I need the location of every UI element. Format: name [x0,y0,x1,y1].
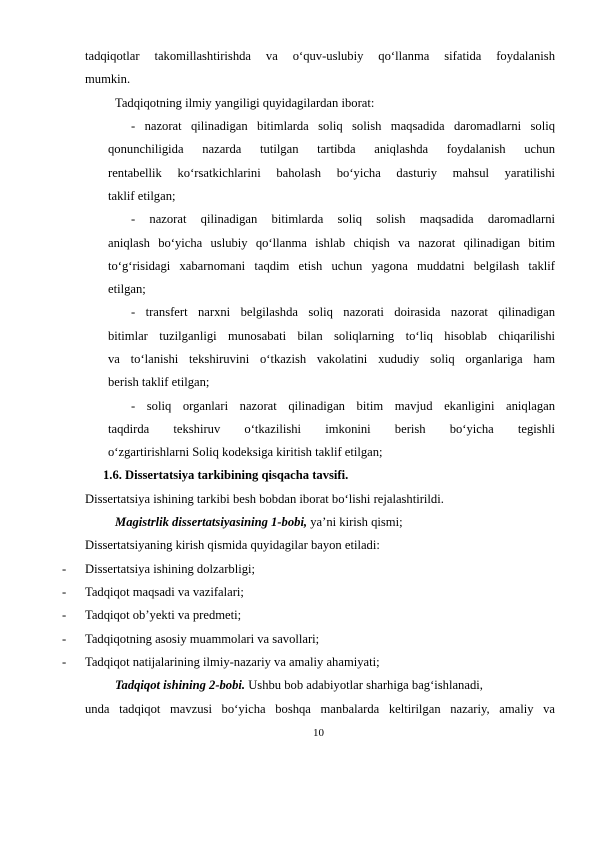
text-line [115,678,555,693]
chapter-title: Tadqiqot ishining 2-bobi. [115,678,246,692]
list-bullet: - [62,585,67,599]
list-item: Tadqiqot ob’yekti va predmeti; [85,608,242,622]
list-item: Tadqiqot maqsadi va vazifalari; [85,585,244,599]
text-line: - transfert narxni belgilashda soliq nazorati doirasida nazorat qilinadigan [131,305,555,319]
text-line: - nazorat qilinadigan bitimlarda soliq solish maqsadida daromadlarni [131,212,555,226]
list-item: Tadqiqot natijalarining ilmiy-nazariy va amaliy ahamiyati; [85,655,380,669]
section-heading: 1.6. Dissertatsiya tarkibining qisqacha tavsifi. [103,468,349,482]
text-line: - soliq organlari nazorat qilinadigan bitim mavjud ekanligini aniqlagan [131,399,555,413]
text-line: - nazorat qilinadigan bitimlarda soliq solish maqsadida daromadlarni soliq [131,119,555,133]
page-number: 10 [313,727,324,739]
text-line: taklif etilgan; [108,189,176,203]
text-line: Dissertatsiya ishining tarkibi besh bobdan iborat bo‘lishi rejalashtirildi. [85,492,444,506]
list-bullet: - [62,608,67,622]
text-line: Tadqiqotning ilmiy yangiligi quyidagilardan iborat: [115,96,375,110]
text-line: unda tadqiqot mavzusi bo‘yicha boshqa manbalarda keltirilgan nazariy, amaliy va [85,702,555,716]
text-line: taqdirda tekshiruv o‘tkazilishi imkonini berish bo‘yicha tegishli [108,422,555,436]
text-line: Dissertatsiyaning kirish qismida quyidagilar bayon etiladi: [85,538,380,552]
text-line: tadqiqotlar takomillashtirishda va o‘quv-uslubiy qo‘llanma sifatida foydalanish [85,49,555,63]
text-line: aniqlash bo‘yicha uslubiy qo‘llanma ishlab chiqish va nazorat qilinadigan bitim [108,236,555,250]
chapter-title: Magistrlik dissertatsiyasining 1-bobi, [115,515,308,529]
text-line [115,515,403,530]
text-line: to‘g‘risidagi xabarnomani taqdim etish uchun yagona muddatni belgilash taklif [108,259,555,273]
text-fragment: ya’ni kirish qismi; [307,515,403,529]
text-line: mumkin. [85,72,131,86]
text-line: rentabellik ko‘rsatkichlarini baholash bo‘yicha dasturiy mahsul yaratilishi [108,166,555,180]
list-item: Dissertatsiya ishining dolzarbligi; [85,562,255,576]
text-line: etilgan; [108,282,146,296]
text-line: berish taklif etilgan; [108,375,210,389]
list-bullet: - [62,632,67,646]
text-fragment: Ushbu bob adabiyotlar sharhiga bag‘ishlanadi, [245,678,483,692]
text-line: qonunchiligida nazarda tutilgan tartibda aniqlashda foydalanish uchun [108,142,555,156]
text-line: bitimlar tuzilganligi munosabati bilan soliqlarning to‘liq hisoblab chiqarilishi [108,329,555,343]
list-item: Tadqiqotning asosiy muammolari va savollari; [85,632,320,646]
list-bullet: - [62,655,67,669]
text-line: o‘zgartirishlarni Soliq kodeksiga kiritish taklif etilgan; [108,445,383,459]
list-bullet: - [62,562,67,576]
text-line: va to‘lanishi tekshiruvini o‘tkazish vakolatini xududiy soliq organlariga ham [108,352,555,366]
